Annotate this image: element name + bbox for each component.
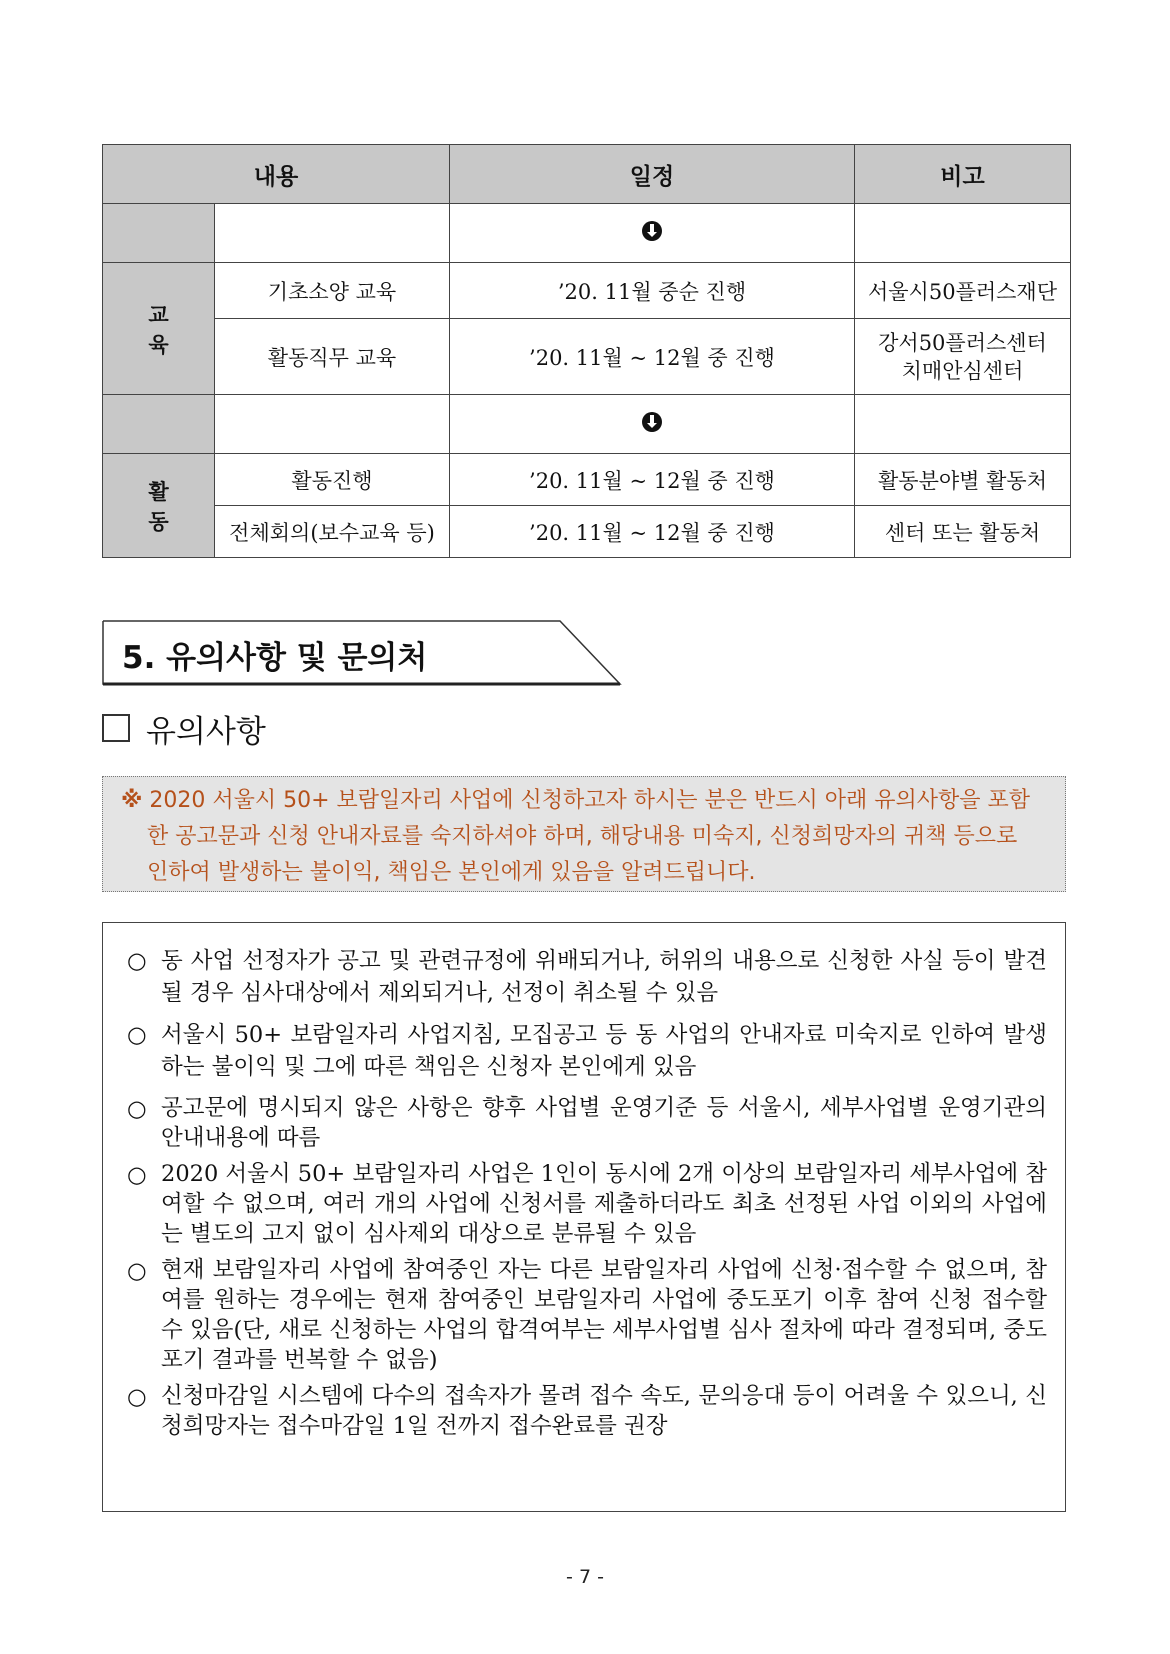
notice-box [102,776,1066,892]
schedule-cell: ’20. 11월 ~ 12월 중 진행 [450,319,855,395]
content-cell: 전체회의(보수교육 등) [215,506,450,558]
circle-bullet-icon: ○ [127,1384,147,1410]
header-note: 비고 [855,145,1071,204]
list-item-text: 공고문에 명시되지 않은 사항은 향후 사업별 운영기준 등 서울시, 세부사업별 운영기관의 안내내용에 따름 [161,1095,1047,1151]
schedule-table [102,144,1071,558]
content-cell-blank [215,204,450,263]
note-cell: 활동분야별 활동처 [855,454,1071,506]
group-cell-blank [103,395,215,454]
list-item [127,1159,1047,1249]
schedule-cell: ’20. 11월 중순 진행 [450,263,855,319]
section-title: 5. 유의사항 및 문의처 [122,640,428,676]
table-row [103,204,1071,263]
header-content: 내용 [103,145,450,204]
square-bullet-icon [102,714,130,742]
list-item [127,1019,1047,1083]
circle-bullet-icon: ○ [127,948,147,974]
content-cell: 활동직무 교육 [215,319,450,395]
table-row [103,263,1071,319]
page-number: - 7 - [566,1566,604,1588]
notice-text-block [121,783,1045,891]
group-cell-blank [103,204,215,263]
note-line-2: 치매안심센터 [901,358,1024,383]
content-cell: 기초소양 교육 [215,263,450,319]
group-label-education: 교육 [103,263,215,395]
subsection-heading [102,708,266,748]
group-label-activity: 활동 [103,454,215,558]
subsection-title: 유의사항 [146,713,266,750]
list-item-text: 동 사업 선정자가 공고 및 관련규정에 위배되거나, 허위의 내용으로 신청한 사실 등이 발견될 경우 심사대상에서 제외되거나, 선정이 취소될 수 있음 [161,948,1047,1006]
circle-bullet-icon: ○ [127,1162,147,1188]
list-item-text: 2020 서울시 50+ 보람일자리 사업은 1인이 동시에 2개 이상의 보람일자리 세부사업에 참여할 수 없으며, 여러 개의 사업에 신청서를 제출하더라도 최초 선정된 사업 이외의 사업에는 별도의 고지 없이 심사제외 대상으로 분류될 수 있음 [161,1161,1047,1247]
table-header-row [103,145,1071,204]
table-row [103,395,1071,454]
notice-text: 2020 서울시 50+ 보람일자리 사업에 신청하고자 하시는 분은 반드시 아래 유의사항을 포함한 공고문과 신청 안내자료를 숙지하셔야 하며, 해당내용 미숙지, 신청희망자의 귀책 등으로 인하여 발생하는 불이익, 책임은 본인에게 있음을 알려드립니다. [147,788,1031,885]
table-row [103,506,1071,558]
list-item-text: 서울시 50+ 보람일자리 사업지침, 모집공고 등 동 사업의 안내자료 미숙지로 인하여 발생하는 불이익 및 그에 따른 책임은 신청자 본인에게 있음 [161,1022,1047,1080]
list-item-text: 신청마감일 시스템에 다수의 접속자가 몰려 접수 속도, 문의응대 등이 어려울 수 있으니, 신청희망자는 접수마감일 1일 전까지 접수완료를 권장 [161,1383,1047,1439]
section-heading [102,620,622,686]
schedule-cell: ’20. 11월 ~ 12월 중 진행 [450,454,855,506]
note-cell: 서울시50플러스재단 [855,263,1071,319]
note-line-1: 강서50플러스센터 [878,330,1047,355]
list-item [127,1255,1047,1375]
precautions-box [102,922,1066,1512]
note-cell: 센터 또는 활동처 [855,506,1071,558]
list-item [127,945,1047,1009]
reference-mark: ※ [121,788,143,813]
table-row [103,319,1071,395]
circle-bullet-icon: ○ [127,1096,147,1122]
note-cell-blank [855,395,1071,454]
content-cell-blank [215,395,450,454]
list-item [127,1381,1047,1441]
circle-bullet-icon: ○ [127,1258,147,1284]
header-schedule: 일정 [450,145,855,204]
table-row [103,454,1071,506]
down-arrow-icon [642,221,662,241]
note-cell-blank [855,204,1071,263]
content-cell: 활동진행 [215,454,450,506]
circle-bullet-icon: ○ [127,1022,147,1048]
schedule-cell: ’20. 11월 ~ 12월 중 진행 [450,506,855,558]
arrow-cell [450,204,855,263]
list-item [127,1093,1047,1153]
note-cell [855,319,1071,395]
down-arrow-icon [642,412,662,432]
arrow-cell [450,395,855,454]
list-item-text: 현재 보람일자리 사업에 참여중인 자는 다른 보람일자리 사업에 신청·접수할 수 없으며, 참여를 원하는 경우에는 현재 참여중인 보람일자리 사업에 중도포기 이후 참여 신청 접수할 수 있음(단, 새로 신청하는 사업의 합격여부는 세부사업별 심사 절차에 따라 결정되며, 중도포기 결과를 번복할 수 없음) [161,1257,1047,1373]
